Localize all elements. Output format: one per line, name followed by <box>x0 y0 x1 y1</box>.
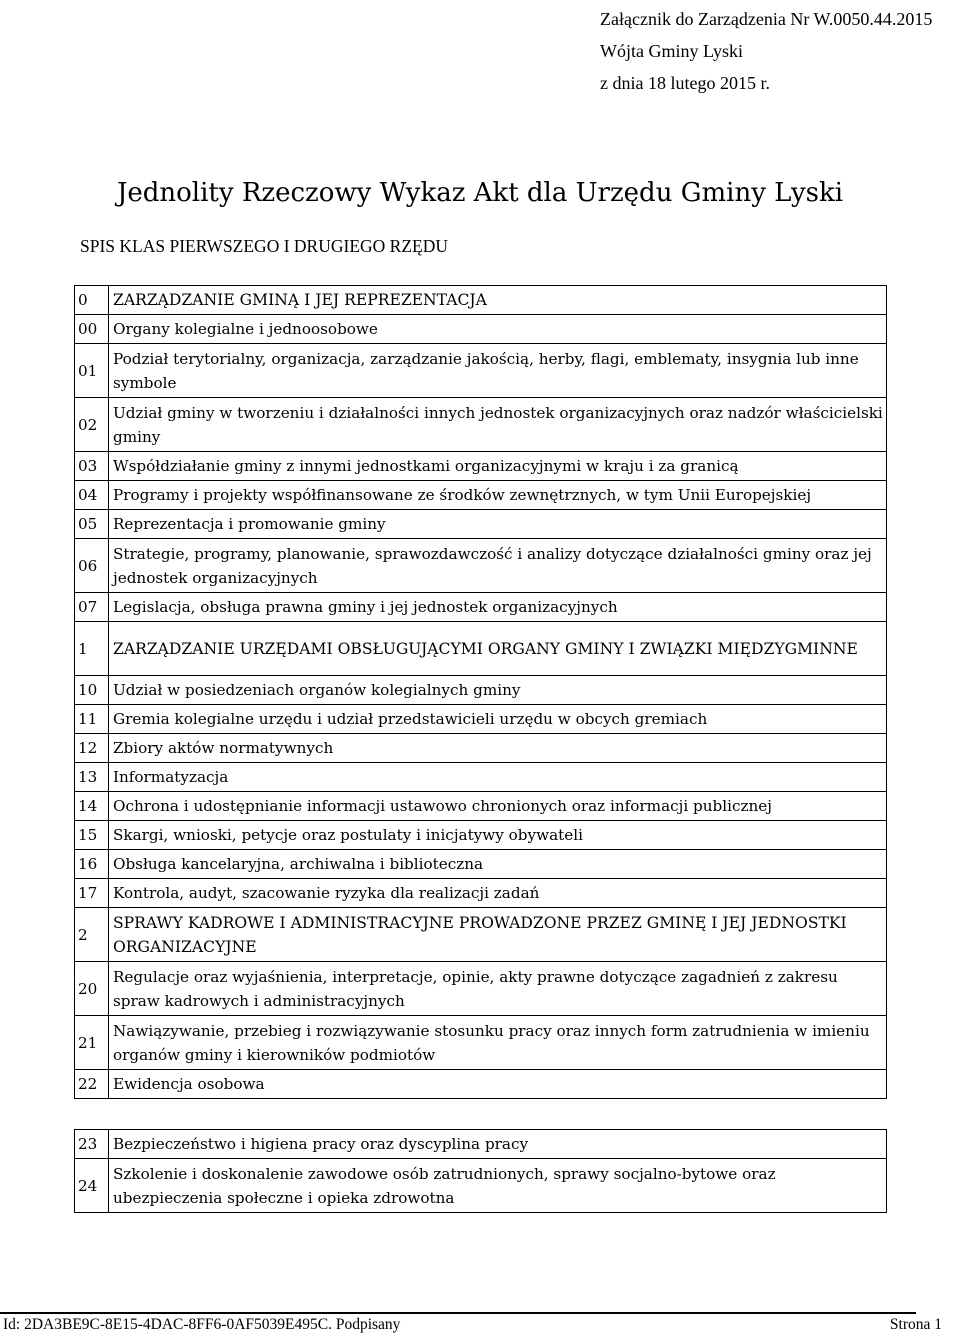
class-label: Kontrola, audyt, szacowanie ryzyka dla realizacji zadań <box>109 879 887 908</box>
table-row <box>75 676 887 705</box>
class-label: Zbiory aktów normatywnych <box>109 734 887 763</box>
table-row <box>75 1016 887 1070</box>
class-code: 12 <box>75 734 109 763</box>
table-row <box>75 510 887 539</box>
table-row <box>75 962 887 1016</box>
table-row <box>75 344 887 398</box>
classification-table-main <box>74 285 887 1099</box>
table-row <box>75 452 887 481</box>
class-label: Podział terytorialny, organizacja, zarządzanie jakością, herby, flagi, emblematy, insygnia lub inne symbole <box>109 344 887 398</box>
class-code: 21 <box>75 1016 109 1070</box>
class-label: Strategie, programy, planowanie, sprawozdawczość i analizy dotyczące działalności gminy oraz jej jednostek organizacyjnych <box>109 539 887 593</box>
class-code: 04 <box>75 481 109 510</box>
class-label: ZARZĄDZANIE URZĘDAMI OBSŁUGUJĄCYMI ORGANY GMINY I ZWIĄZKI MIĘDZYGMINNE <box>109 622 887 676</box>
table-row <box>75 763 887 792</box>
class-code: 10 <box>75 676 109 705</box>
table-row <box>75 1070 887 1099</box>
class-code: 02 <box>75 398 109 452</box>
document-subtitle: SPIS KLAS PIERWSZEGO I DRUGIEGO RZĘDU <box>80 236 448 256</box>
document-header <box>600 3 932 99</box>
class-code: 03 <box>75 452 109 481</box>
table-row <box>75 705 887 734</box>
class-code: 2 <box>75 908 109 962</box>
class-label: Udział gminy w tworzeniu i działalności innych jednostek organizacyjnych oraz nadzór właścicielski gminy <box>109 398 887 452</box>
class-label: Informatyzacja <box>109 763 887 792</box>
table-row <box>75 821 887 850</box>
table-row <box>75 792 887 821</box>
page-footer <box>0 1312 960 1336</box>
class-code: 17 <box>75 879 109 908</box>
table-row <box>75 286 887 315</box>
class-label: Gremia kolegialne urzędu i udział przedstawicieli urzędu w obcych gremiach <box>109 705 887 734</box>
class-code: 05 <box>75 510 109 539</box>
class-label: Programy i projekty współfinansowane ze środków zewnętrznych, w tym Unii Europejskiej <box>109 481 887 510</box>
document-id: Id: 2DA3BE9C-8E15-4DAC-8FF6-0AF5039E495C. Podpisany <box>3 1316 401 1333</box>
page-number: Strona 1 <box>889 1316 942 1333</box>
table-row <box>75 593 887 622</box>
table-row <box>75 315 887 344</box>
class-code: 11 <box>75 705 109 734</box>
class-label: Udział w posiedzeniach organów kolegialnych gminy <box>109 676 887 705</box>
table-row <box>75 1130 887 1159</box>
class-code: 0 <box>75 286 109 315</box>
class-label: Legislacja, obsługa prawna gminy i jej jednostek organizacyjnych <box>109 593 887 622</box>
table-row <box>75 850 887 879</box>
class-code: 06 <box>75 539 109 593</box>
class-label: Ewidencja osobowa <box>109 1070 887 1099</box>
class-code: 14 <box>75 792 109 821</box>
class-label: Szkolenie i doskonalenie zawodowe osób zatrudnionych, sprawy socjalno-bytowe oraz ubezpieczenia społeczne i opieka zdrowotna <box>109 1159 887 1213</box>
class-label: Ochrona i udostępnianie informacji ustawowo chronionych oraz informacji publicznej <box>109 792 887 821</box>
class-code: 24 <box>75 1159 109 1213</box>
class-code: 22 <box>75 1070 109 1099</box>
table-row <box>75 734 887 763</box>
class-label: Reprezentacja i promowanie gminy <box>109 510 887 539</box>
class-label: SPRAWY KADROWE I ADMINISTRACYJNE PROWADZONE PRZEZ GMINĘ I JEJ JEDNOSTKI ORGANIZACYJNE <box>109 908 887 962</box>
footer-divider <box>0 1312 916 1314</box>
class-label: Organy kolegialne i jednoosobowe <box>109 315 887 344</box>
table-row <box>75 1159 887 1213</box>
header-line-author: Wójta Gminy Lyski <box>600 41 743 61</box>
class-label: Współdziałanie gminy z innymi jednostkami organizacyjnymi w kraju i za granicą <box>109 452 887 481</box>
class-label: Bezpieczeństwo i higiena pracy oraz dyscyplina pracy <box>109 1130 887 1159</box>
class-code: 20 <box>75 962 109 1016</box>
table-row <box>75 879 887 908</box>
classification-table-continued <box>74 1129 887 1213</box>
class-code: 13 <box>75 763 109 792</box>
class-code: 23 <box>75 1130 109 1159</box>
table-row <box>75 481 887 510</box>
class-label: Nawiązywanie, przebieg i rozwiązywanie stosunku pracy oraz innych form zatrudnienia w imieniu organów gminy i kierowników podmiotów <box>109 1016 887 1070</box>
class-label: ZARZĄDZANIE GMINĄ I JEJ REPREZENTACJA <box>109 286 887 315</box>
class-label: Regulacje oraz wyjaśnienia, interpretacje, opinie, akty prawne dotyczące zagadnień z zakresu spraw kadrowych i administracyjnych <box>109 962 887 1016</box>
class-label: Obsługa kancelaryjna, archiwalna i biblioteczna <box>109 850 887 879</box>
class-code: 00 <box>75 315 109 344</box>
table-row <box>75 908 887 962</box>
table-row <box>75 398 887 452</box>
class-code: 16 <box>75 850 109 879</box>
table-row <box>75 539 887 593</box>
header-line-date: z dnia 18 lutego 2015 r. <box>600 73 770 93</box>
table-row <box>75 622 887 676</box>
class-code: 01 <box>75 344 109 398</box>
class-code: 1 <box>75 622 109 676</box>
class-code: 15 <box>75 821 109 850</box>
class-label: Skargi, wnioski, petycje oraz postulaty i inicjatywy obywateli <box>109 821 887 850</box>
class-code: 07 <box>75 593 109 622</box>
document-title: Jednolity Rzeczowy Wykaz Akt dla Urzędu Gminy Lyski <box>116 178 844 208</box>
header-line-attachment: Załącznik do Zarządzenia Nr W.0050.44.2015 <box>600 9 933 29</box>
